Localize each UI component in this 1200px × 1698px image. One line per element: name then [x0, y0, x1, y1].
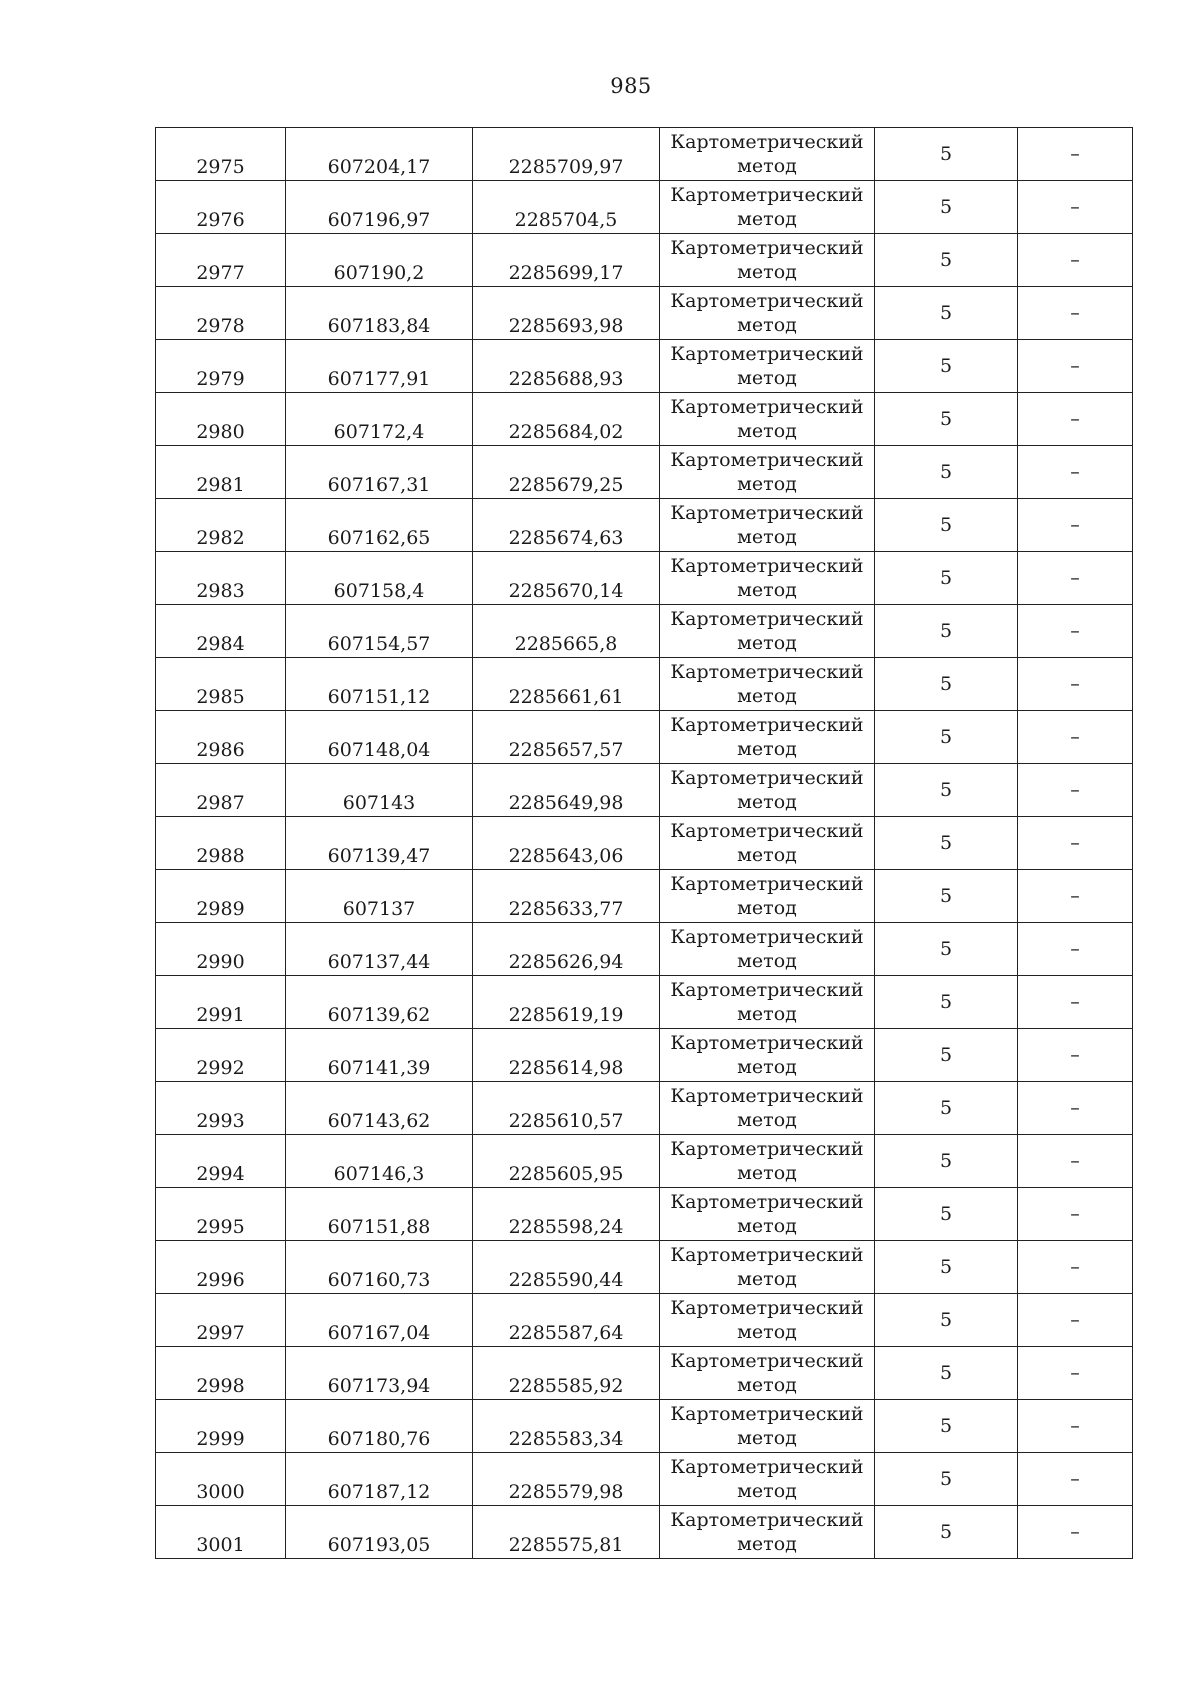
y-coordinate-cell: 2285610,57 [473, 1082, 660, 1135]
y-coordinate-cell: 2285649,98 [473, 764, 660, 817]
description-cell: – [1018, 128, 1133, 181]
x-coordinate-cell: 607173,94 [286, 1347, 473, 1400]
accuracy-cell: 5 [875, 234, 1018, 287]
x-coordinate-cell: 607139,62 [286, 976, 473, 1029]
y-coordinate-cell: 2285688,93 [473, 340, 660, 393]
table-row [156, 1029, 1133, 1082]
description-cell: – [1018, 711, 1133, 764]
method-cell: Картометрический метод [660, 658, 875, 711]
point-number-cell: 2979 [156, 340, 286, 393]
accuracy-cell: 5 [875, 605, 1018, 658]
description-cell: – [1018, 1082, 1133, 1135]
accuracy-cell: 5 [875, 1082, 1018, 1135]
method-cell: Картометрический метод [660, 1294, 875, 1347]
y-coordinate-cell: 2285605,95 [473, 1135, 660, 1188]
description-cell: – [1018, 1029, 1133, 1082]
x-coordinate-cell: 607141,39 [286, 1029, 473, 1082]
accuracy-cell: 5 [875, 1029, 1018, 1082]
y-coordinate-cell: 2285684,02 [473, 393, 660, 446]
method-cell: Картометрический метод [660, 499, 875, 552]
point-number-cell: 2995 [156, 1188, 286, 1241]
point-number-cell: 2975 [156, 128, 286, 181]
accuracy-cell: 5 [875, 128, 1018, 181]
x-coordinate-cell: 607143 [286, 764, 473, 817]
accuracy-cell: 5 [875, 817, 1018, 870]
point-number-cell: 2994 [156, 1135, 286, 1188]
y-coordinate-cell: 2285674,63 [473, 499, 660, 552]
point-number-cell: 2992 [156, 1029, 286, 1082]
y-coordinate-cell: 2285598,24 [473, 1188, 660, 1241]
table-row [156, 923, 1133, 976]
method-cell: Картометрический метод [660, 1347, 875, 1400]
point-number-cell: 2990 [156, 923, 286, 976]
method-cell: Картометрический метод [660, 1082, 875, 1135]
accuracy-cell: 5 [875, 764, 1018, 817]
point-number-cell: 2993 [156, 1082, 286, 1135]
accuracy-cell: 5 [875, 287, 1018, 340]
accuracy-cell: 5 [875, 1135, 1018, 1188]
x-coordinate-cell: 607190,2 [286, 234, 473, 287]
description-cell: – [1018, 817, 1133, 870]
method-cell: Картометрический метод [660, 764, 875, 817]
accuracy-cell: 5 [875, 1400, 1018, 1453]
accuracy-cell: 5 [875, 181, 1018, 234]
x-coordinate-cell: 607151,12 [286, 658, 473, 711]
x-coordinate-cell: 607137 [286, 870, 473, 923]
point-number-cell: 2984 [156, 605, 286, 658]
x-coordinate-cell: 607172,4 [286, 393, 473, 446]
x-coordinate-cell: 607167,04 [286, 1294, 473, 1347]
y-coordinate-cell: 2285643,06 [473, 817, 660, 870]
y-coordinate-cell: 2285575,81 [473, 1506, 660, 1559]
description-cell: – [1018, 764, 1133, 817]
x-coordinate-cell: 607137,44 [286, 923, 473, 976]
accuracy-cell: 5 [875, 1506, 1018, 1559]
accuracy-cell: 5 [875, 499, 1018, 552]
coordinates-table [155, 127, 1133, 1559]
point-number-cell: 2986 [156, 711, 286, 764]
method-cell: Картометрический метод [660, 711, 875, 764]
method-cell: Картометрический метод [660, 128, 875, 181]
y-coordinate-cell: 2285661,61 [473, 658, 660, 711]
coordinates-table-body [156, 128, 1133, 1559]
method-cell: Картометрический метод [660, 340, 875, 393]
table-row [156, 1135, 1133, 1188]
y-coordinate-cell: 2285579,98 [473, 1453, 660, 1506]
point-number-cell: 2987 [156, 764, 286, 817]
point-number-cell: 2982 [156, 499, 286, 552]
y-coordinate-cell: 2285704,5 [473, 181, 660, 234]
accuracy-cell: 5 [875, 711, 1018, 764]
x-coordinate-cell: 607162,65 [286, 499, 473, 552]
table-row [156, 1188, 1133, 1241]
method-cell: Картометрический метод [660, 1188, 875, 1241]
method-cell: Картометрический метод [660, 1400, 875, 1453]
description-cell: – [1018, 1453, 1133, 1506]
description-cell: – [1018, 1135, 1133, 1188]
x-coordinate-cell: 607146,3 [286, 1135, 473, 1188]
table-row [156, 1082, 1133, 1135]
method-cell: Картометрический метод [660, 393, 875, 446]
y-coordinate-cell: 2285619,19 [473, 976, 660, 1029]
point-number-cell: 2977 [156, 234, 286, 287]
method-cell: Картометрический метод [660, 605, 875, 658]
method-cell: Картометрический метод [660, 817, 875, 870]
x-coordinate-cell: 607187,12 [286, 1453, 473, 1506]
accuracy-cell: 5 [875, 552, 1018, 605]
description-cell: – [1018, 446, 1133, 499]
y-coordinate-cell: 2285583,34 [473, 1400, 660, 1453]
point-number-cell: 2981 [156, 446, 286, 499]
description-cell: – [1018, 658, 1133, 711]
method-cell: Картометрический метод [660, 1135, 875, 1188]
x-coordinate-cell: 607167,31 [286, 446, 473, 499]
accuracy-cell: 5 [875, 1294, 1018, 1347]
description-cell: – [1018, 234, 1133, 287]
accuracy-cell: 5 [875, 446, 1018, 499]
table-row [156, 552, 1133, 605]
description-cell: – [1018, 1506, 1133, 1559]
description-cell: – [1018, 1294, 1133, 1347]
description-cell: – [1018, 181, 1133, 234]
y-coordinate-cell: 2285699,17 [473, 234, 660, 287]
y-coordinate-cell: 2285585,92 [473, 1347, 660, 1400]
table-row [156, 1347, 1133, 1400]
method-cell: Картометрический метод [660, 181, 875, 234]
description-cell: – [1018, 340, 1133, 393]
description-cell: – [1018, 393, 1133, 446]
table-row [156, 711, 1133, 764]
y-coordinate-cell: 2285657,57 [473, 711, 660, 764]
point-number-cell: 3000 [156, 1453, 286, 1506]
accuracy-cell: 5 [875, 1453, 1018, 1506]
accuracy-cell: 5 [875, 393, 1018, 446]
table-row [156, 870, 1133, 923]
description-cell: – [1018, 1188, 1133, 1241]
x-coordinate-cell: 607148,04 [286, 711, 473, 764]
y-coordinate-cell: 2285693,98 [473, 287, 660, 340]
table-row [156, 393, 1133, 446]
table-row [156, 976, 1133, 1029]
y-coordinate-cell: 2285679,25 [473, 446, 660, 499]
accuracy-cell: 5 [875, 976, 1018, 1029]
table-row [156, 340, 1133, 393]
point-number-cell: 2991 [156, 976, 286, 1029]
x-coordinate-cell: 607183,84 [286, 287, 473, 340]
table-row [156, 128, 1133, 181]
y-coordinate-cell: 2285614,98 [473, 1029, 660, 1082]
point-number-cell: 2978 [156, 287, 286, 340]
x-coordinate-cell: 607196,97 [286, 181, 473, 234]
x-coordinate-cell: 607177,91 [286, 340, 473, 393]
method-cell: Картометрический метод [660, 923, 875, 976]
description-cell: – [1018, 499, 1133, 552]
accuracy-cell: 5 [875, 1241, 1018, 1294]
method-cell: Картометрический метод [660, 446, 875, 499]
accuracy-cell: 5 [875, 870, 1018, 923]
table-row [156, 1241, 1133, 1294]
x-coordinate-cell: 607204,17 [286, 128, 473, 181]
table-row [156, 446, 1133, 499]
method-cell: Картометрический метод [660, 1241, 875, 1294]
method-cell: Картометрический метод [660, 552, 875, 605]
table-row [156, 1453, 1133, 1506]
x-coordinate-cell: 607180,76 [286, 1400, 473, 1453]
y-coordinate-cell: 2285709,97 [473, 128, 660, 181]
description-cell: – [1018, 923, 1133, 976]
description-cell: – [1018, 287, 1133, 340]
point-number-cell: 2985 [156, 658, 286, 711]
table-row [156, 817, 1133, 870]
table-row [156, 287, 1133, 340]
accuracy-cell: 5 [875, 658, 1018, 711]
point-number-cell: 2980 [156, 393, 286, 446]
y-coordinate-cell: 2285587,64 [473, 1294, 660, 1347]
x-coordinate-cell: 607193,05 [286, 1506, 473, 1559]
method-cell: Картометрический метод [660, 287, 875, 340]
method-cell: Картометрический метод [660, 870, 875, 923]
table-row [156, 605, 1133, 658]
table-row [156, 1400, 1133, 1453]
x-coordinate-cell: 607160,73 [286, 1241, 473, 1294]
description-cell: – [1018, 1400, 1133, 1453]
x-coordinate-cell: 607139,47 [286, 817, 473, 870]
method-cell: Картометрический метод [660, 1453, 875, 1506]
point-number-cell: 2989 [156, 870, 286, 923]
method-cell: Картометрический метод [660, 234, 875, 287]
table-row [156, 499, 1133, 552]
description-cell: – [1018, 552, 1133, 605]
y-coordinate-cell: 2285670,14 [473, 552, 660, 605]
table-row [156, 1294, 1133, 1347]
point-number-cell: 2976 [156, 181, 286, 234]
description-cell: – [1018, 605, 1133, 658]
point-number-cell: 2997 [156, 1294, 286, 1347]
x-coordinate-cell: 607154,57 [286, 605, 473, 658]
y-coordinate-cell: 2285665,8 [473, 605, 660, 658]
method-cell: Картометрический метод [660, 1506, 875, 1559]
accuracy-cell: 5 [875, 340, 1018, 393]
x-coordinate-cell: 607143,62 [286, 1082, 473, 1135]
accuracy-cell: 5 [875, 1188, 1018, 1241]
description-cell: – [1018, 976, 1133, 1029]
table-row [156, 234, 1133, 287]
accuracy-cell: 5 [875, 923, 1018, 976]
table-row [156, 1506, 1133, 1559]
accuracy-cell: 5 [875, 1347, 1018, 1400]
y-coordinate-cell: 2285590,44 [473, 1241, 660, 1294]
table-row [156, 658, 1133, 711]
table-row [156, 181, 1133, 234]
description-cell: – [1018, 1347, 1133, 1400]
page-number: 985 [610, 74, 652, 98]
point-number-cell: 2983 [156, 552, 286, 605]
table-row [156, 764, 1133, 817]
method-cell: Картометрический метод [660, 1029, 875, 1082]
x-coordinate-cell: 607151,88 [286, 1188, 473, 1241]
point-number-cell: 2998 [156, 1347, 286, 1400]
point-number-cell: 2996 [156, 1241, 286, 1294]
description-cell: – [1018, 1241, 1133, 1294]
point-number-cell: 3001 [156, 1506, 286, 1559]
y-coordinate-cell: 2285633,77 [473, 870, 660, 923]
point-number-cell: 2988 [156, 817, 286, 870]
y-coordinate-cell: 2285626,94 [473, 923, 660, 976]
x-coordinate-cell: 607158,4 [286, 552, 473, 605]
point-number-cell: 2999 [156, 1400, 286, 1453]
description-cell: – [1018, 870, 1133, 923]
method-cell: Картометрический метод [660, 976, 875, 1029]
